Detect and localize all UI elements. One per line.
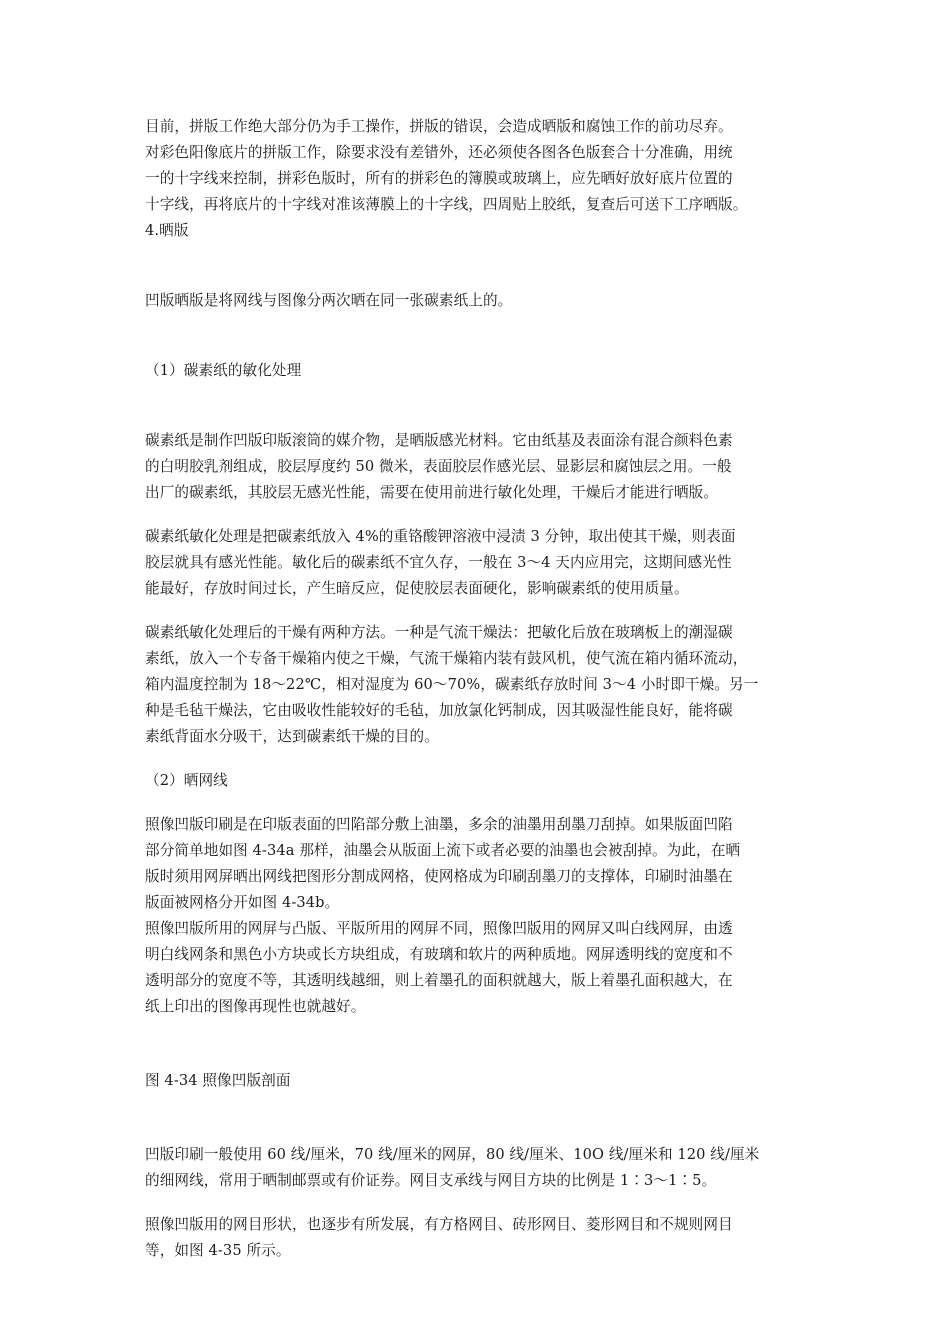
- subheading-carbon-tissue: [145, 358, 807, 384]
- text-line: 照像凹版印刷是在印版表面的凹陷部分敷上油墨，多余的油墨用刮墨刀刮掉。如果版面凹陷: [145, 816, 733, 833]
- paragraph-screen-shapes: [145, 1212, 807, 1264]
- text-line: 素纸，放入一个专备干燥箱内使之干燥，气流干燥箱内装有鼓风机，使气流在箱内循环流动，: [145, 650, 748, 667]
- text-line: 照像凹版所用的网屏与凸版、平版所用的网屏不同，照像凹版用的网屏又叫白线网屏，由透: [145, 920, 733, 937]
- section-heading-plate-printing: 4.晒版: [145, 222, 189, 239]
- text-line: 明白线网条和黑色小方块或长方块组成，有玻璃和软片的两种质地。网屏透明线的宽度和不: [145, 946, 733, 963]
- text-line: 部分简单地如图 4-34a 那样，油墨会从版面上流下或者必要的油墨也会被刮掉。为此，在晒: [145, 842, 741, 859]
- text-line: 种是毛毡干燥法，它由吸收性能较好的毛毡，加放氯化钙制成，因其吸湿性能良好，能将碳: [145, 702, 733, 719]
- text-line: 目前，拼版工作绝大部分仍为手工操作，拼版的错误，会造成晒版和腐蚀工作的前功尽弃。: [145, 118, 733, 135]
- text-line: 凹版晒版是将网线与图像分两次晒在同一张碳素纸上的。: [145, 292, 513, 309]
- text-line: 纸上印出的图像再现性也就越好。: [145, 998, 366, 1015]
- paragraph-carbon-tissue: [145, 428, 807, 506]
- paragraph-screen-rulings: [145, 1142, 807, 1194]
- text-line: 的白明胶乳剂组成，胶层厚度约 50 微米，表面胶层作感光层、显影层和腐蚀层之用。一般: [145, 458, 732, 475]
- text-line: 版时须用网屏晒出网线把图形分割成网格，使网格成为印刷刮墨刀的支撑体，印刷时油墨在: [145, 868, 733, 885]
- paragraph-drying: [145, 620, 807, 750]
- text-line: 的细网线，常用于晒制邮票或有价证券。网目支承线与网目方块的比例是 1∶3～1∶5。: [145, 1172, 717, 1189]
- text-line: 能最好，存放时间过长，产生暗反应，促使胶层表面硬化，影响碳素纸的使用质量。: [145, 580, 689, 597]
- text-line: 透明部分的宽度不等，其透明线越细，则上着墨孔的面积就越大，版上着墨孔面积越大，在: [145, 972, 733, 989]
- paragraph-imposition: [145, 114, 807, 244]
- text-line: 照像凹版用的网目形状，也逐步有所发展，有方格网目、砖形网目、菱形网目和不规则网目: [145, 1216, 733, 1233]
- text-line: 胶层就具有感光性能。敏化后的碳素纸不宜久存，一般在 3～4 天内应用完，这期间感光性: [145, 554, 732, 571]
- figure-caption: [145, 1068, 807, 1094]
- paragraph-sensitization: [145, 524, 807, 602]
- text-line: 碳素纸敏化处理是把碳素纸放入 4%的重铬酸钾溶液中浸渍 3 分钟，取出使其干燥，则表面: [145, 528, 736, 545]
- text-line: （1）碳素纸的敏化处理: [145, 362, 302, 379]
- text-line: 碳素纸敏化处理后的干燥有两种方法。一种是气流干燥法：把敏化后放在玻璃板上的潮湿碳: [145, 624, 733, 641]
- paragraph-screen-exposure: [145, 812, 807, 1020]
- text-line: 素纸背面水分吸干，达到碳素纸干燥的目的。: [145, 728, 439, 745]
- text-line: 凹版印刷一般使用 60 线/厘米，70 线/厘米的网屏，80 线/厘米、10O 线/厘米和 120 线/厘米: [145, 1146, 760, 1163]
- text-line: 等，如图 4-35 所示。: [145, 1242, 291, 1259]
- subheading-screen-lines: [145, 768, 807, 794]
- text-line: 对彩色阳像底片的拼版工作，除要求没有差错外，还必须使各图各色版套合十分准确，用统: [145, 144, 733, 161]
- text-line: 碳素纸是制作凹版印版滚筒的媒介物，是晒版感光材料。它由纸基及表面涂有混合颜料色素: [145, 432, 733, 449]
- document-page: [145, 114, 807, 1264]
- text-line: 版面被网格分开如图 4-34b。: [145, 894, 340, 911]
- text-line: 一的十字线来控制，拼彩色版时，所有的拼彩色的簿膜或玻璃上，应先晒好放好底片位置的: [145, 170, 733, 187]
- text-line: （2）晒网线: [145, 772, 228, 789]
- paragraph-gravure-intro: [145, 288, 807, 314]
- text-line: 出厂的碳素纸，其胶层无感光性能，需要在使用前进行敏化处理，干燥后才能进行晒版。: [145, 484, 719, 501]
- text-line: 十字线，再将底片的十字线对准该薄膜上的十字线，四周贴上胶纸，复查后可送下工序晒版。: [145, 196, 748, 213]
- text-line: 图 4-34 照像凹版剖面: [145, 1072, 291, 1089]
- text-line: 箱内温度控制为 18～22℃，相对湿度为 60～70%，碳素纸存放时间 3～4 小时即干燥。另一: [145, 676, 759, 693]
